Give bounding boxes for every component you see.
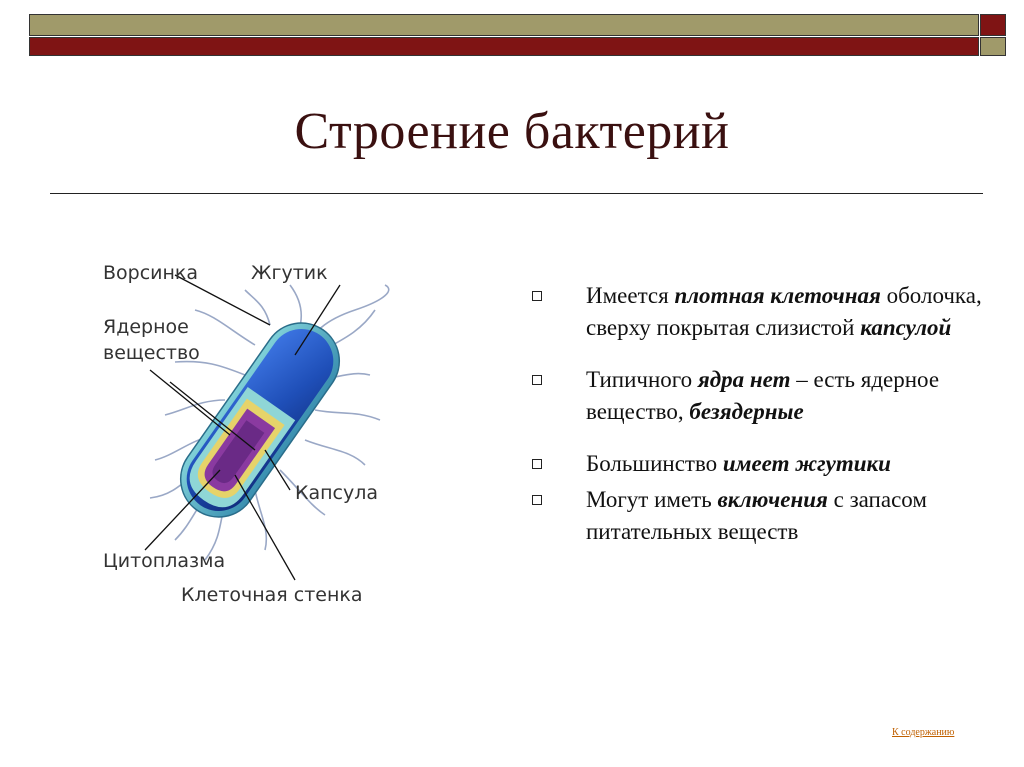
bullet-item: Имеется плотная клеточная оболочка, сверху покрытая слизистой капсулой — [530, 280, 990, 344]
square-bullet-icon — [532, 291, 542, 301]
label-nuclear-2: вещество — [103, 342, 200, 364]
bullet-list — [530, 280, 990, 568]
square-bullet-icon — [532, 375, 542, 385]
label-cytoplasm: Цитоплазма — [103, 550, 226, 572]
bacterium-illustration — [95, 250, 415, 640]
bullet-item: Типичного ядра нет – есть ядерное вещество, безядерные — [530, 364, 990, 428]
label-cell-wall: Клеточная стенка — [181, 584, 363, 606]
header-bar-olive — [29, 14, 979, 36]
bullet-item: Могут иметь включения с запасом питательных веществ — [530, 484, 990, 548]
label-nuclear-1: Ядерное — [103, 316, 189, 338]
bullet-item: Большинство имеет жгутики — [530, 448, 990, 480]
title-divider — [50, 193, 983, 194]
contents-link[interactable]: К содержанию — [892, 727, 955, 738]
header-square-olive — [980, 37, 1006, 56]
header-square-maroon — [980, 14, 1006, 36]
label-villus: Ворсинка — [103, 262, 199, 284]
label-capsule: Капсула — [295, 482, 379, 504]
slide-title: Строение бактерий — [294, 103, 730, 160]
bacterium-diagram — [95, 250, 415, 640]
header-bar-maroon — [29, 37, 979, 56]
square-bullet-icon — [532, 459, 542, 469]
label-flagellum: Жгутик — [251, 262, 328, 284]
square-bullet-icon — [532, 495, 542, 505]
